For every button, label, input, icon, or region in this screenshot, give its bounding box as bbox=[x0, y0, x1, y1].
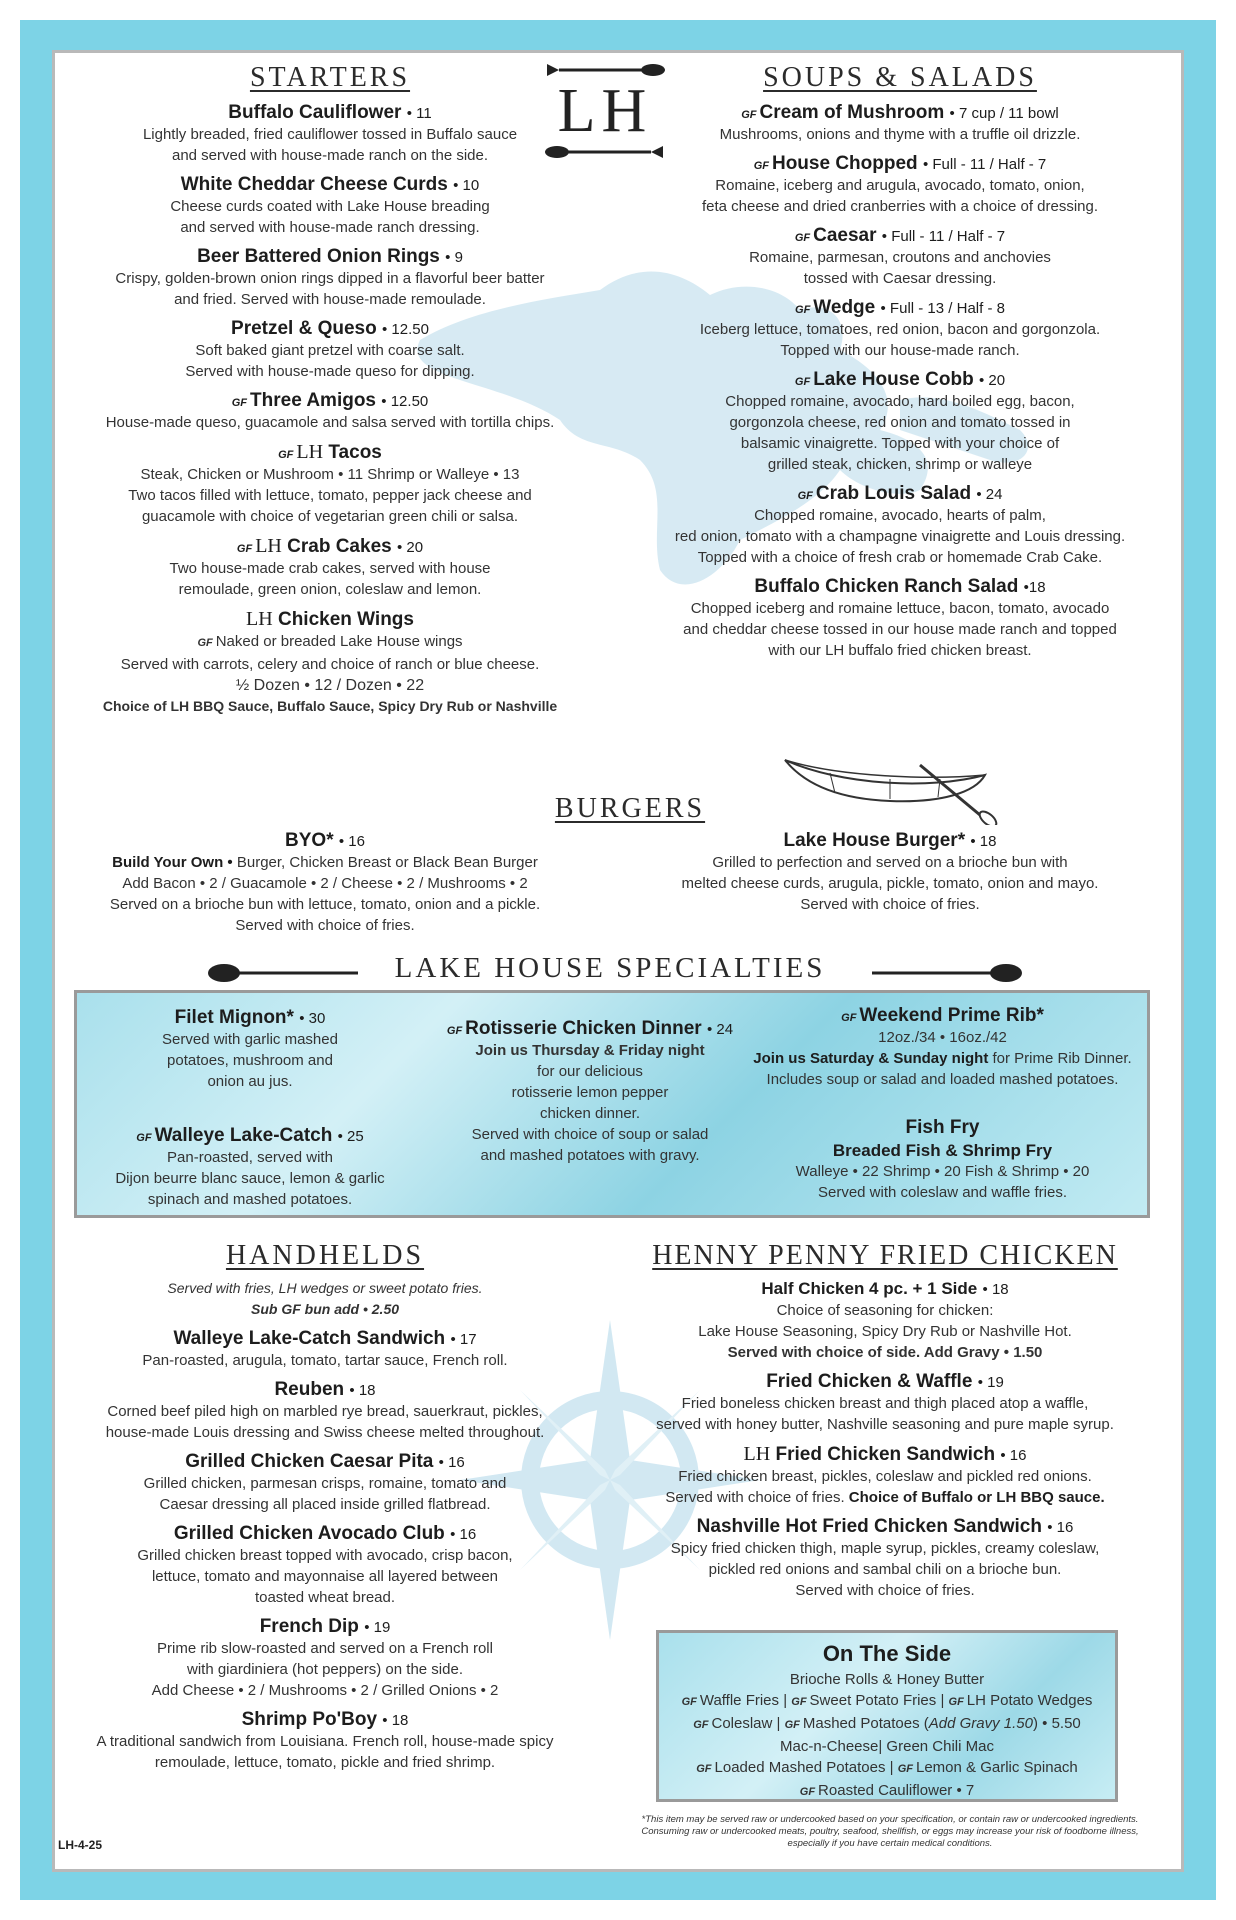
item-description: Romaine, parmesan, croutons and anchovies bbox=[749, 249, 1051, 266]
logo-text: LH bbox=[557, 77, 653, 145]
item-price: • 12.50 bbox=[382, 321, 429, 338]
item-description: Served with house-made queso for dipping. bbox=[185, 363, 475, 380]
item-description: Grilled chicken, parmesan crisps, romaine, tomato and bbox=[143, 1475, 507, 1492]
item-name: House Chopped bbox=[771, 153, 918, 174]
item-description: Grilled chicken breast topped with avocado, crisp bacon, bbox=[137, 1547, 513, 1564]
item-price: • 9 bbox=[445, 249, 463, 266]
item-name: Half Chicken 4 pc. + 1 Side bbox=[761, 1279, 978, 1298]
item-description: grilled steak, chicken, shrimp or walleye bbox=[767, 456, 1033, 473]
item-name: White Cheddar Cheese Curds bbox=[180, 174, 448, 195]
item-name: Tacos bbox=[328, 442, 382, 463]
henny-heading: HENNY PENNY FRIED CHICKEN bbox=[652, 1240, 1118, 1271]
specialties-heading: LAKE HOUSE SPECIALTIES bbox=[394, 952, 826, 984]
menu-item bbox=[640, 483, 1160, 568]
item-description: Two house-made crab cakes, served with house bbox=[169, 560, 491, 577]
item-description: house-made Louis dressing and Swiss cheese melted throughout. bbox=[105, 1424, 545, 1441]
soups-list bbox=[640, 102, 1160, 661]
menu-item bbox=[640, 369, 1160, 475]
item-description: A traditional sandwich from Louisiana. French roll, house-made spicy bbox=[96, 1733, 554, 1750]
item-name: Fried Chicken & Waffle bbox=[766, 1371, 973, 1392]
item-description: Topped with our house-made ranch. bbox=[780, 342, 1020, 359]
half-chicken-item: Half Chicken 4 pc. + 1 Side • 18 Choice of seasoning for chicken: Lake House Seasoning, Spicy Dry Rub or Nashville Hot. Served with choice of side. Add Gravy • 1.50 bbox=[698, 1279, 1072, 1361]
item-price: • Full - 13 / Half - 8 bbox=[880, 300, 1005, 317]
on-the-side-box: On The Side Brioche Rolls & Honey Butter GF Waffle Fries | GF Sweet Potato Fries | GF LH Potato Wedges GF Coleslaw | GF Mashed Potatoes (Add Gravy 1.50) • 5.50 Mac-n-Cheese| Green Chili Mac GF Loaded Mashed Potatoes | GF Lemon & Garlic Spinach GF Roasted Cauliflower • 7 bbox=[656, 1630, 1118, 1802]
paddle-right-icon bbox=[872, 960, 1022, 986]
item-description: Topped with a choice of fresh crab or homemade Crab Cake. bbox=[697, 549, 1103, 566]
soups-salads-section bbox=[640, 62, 1160, 661]
chicken-waffle-item: Fried Chicken & Waffle • 19 Fried boneless chicken breast and thigh placed atop a waffle, served with honey butter, Nashville seasoning and pure maple syrup. bbox=[656, 1371, 1114, 1433]
item-name: Pretzel & Queso bbox=[231, 318, 377, 339]
gf-label: GF bbox=[231, 397, 248, 409]
item-name: French Dip bbox=[259, 1616, 359, 1637]
item-price: • 20 bbox=[978, 372, 1006, 389]
item-description: balsamic vinaigrette. Topped with your choice of bbox=[740, 435, 1060, 452]
menu-item bbox=[70, 1379, 580, 1443]
item-description: and cheddar cheese tossed in our house made ranch and topped bbox=[683, 621, 1117, 638]
walleye-lake-catch-item: GF Walleye Lake-Catch • 25 Pan-roasted, served with Dijon beurre blanc sauce, lemon & garlic spinach and mashed potatoes. bbox=[115, 1125, 385, 1208]
item-description: Caesar dressing all placed inside grilled flatbread. bbox=[159, 1496, 491, 1513]
starters-section bbox=[70, 62, 590, 717]
burgers-section bbox=[70, 793, 1170, 825]
item-name: Filet Mignon* bbox=[174, 1007, 294, 1028]
item-name: Nashville Hot Fried Chicken Sandwich bbox=[696, 1516, 1042, 1537]
item-description: Crispy, golden-brown onion rings dipped in a flavorful beer batter bbox=[115, 270, 545, 287]
item-name: Shrimp Po'Boy bbox=[241, 1709, 378, 1730]
item-description: toasted wheat bread. bbox=[254, 1589, 396, 1606]
gf-label: GF bbox=[794, 376, 811, 388]
nashville-sandwich-item: Nashville Hot Fried Chicken Sandwich • 16 Spicy fried chicken thigh, maple syrup, pickles, creamy coleslaw, pickled red onions and sambal chili on a brioche bun. Served with choice of fries. bbox=[670, 1516, 1100, 1599]
menu-item bbox=[70, 1709, 580, 1773]
item-name: Grilled Chicken Avocado Club bbox=[173, 1523, 445, 1544]
item-description: Chopped iceberg and romaine lettuce, bacon, tomato, avocado bbox=[690, 600, 1110, 617]
item-price: • 19 bbox=[364, 1619, 391, 1636]
gf-label: GF bbox=[278, 449, 294, 461]
weekend-prime-rib-item: GF Weekend Prime Rib* 12oz./34 • 16oz./42 Join us Saturday & Sunday night for Prime Rib Dinner. Includes soup or salad and loaded mashed potatoes. bbox=[753, 1005, 1132, 1088]
item-name: Buffalo Cauliflower bbox=[228, 102, 402, 123]
item-name: Lake House Burger* bbox=[783, 830, 966, 851]
item-description: House-made queso, guacamole and salsa served with tortilla chips. bbox=[105, 414, 555, 431]
item-description: Two tacos filled with lettuce, tomato, pepper jack cheese and bbox=[128, 487, 532, 504]
menu-item bbox=[70, 246, 590, 310]
fish-fry-item: Fish Fry Breaded Fish & Shrimp Fry Walleye • 22 Shrimp • 20 Fish & Shrimp • 20 Served with coleslaw and waffle fries. bbox=[795, 1117, 1090, 1201]
lh-label: LH bbox=[255, 535, 282, 557]
item-description: guacamole with choice of vegetarian green chili or salsa. bbox=[141, 508, 519, 525]
item-name: Walleye Lake-Catch bbox=[154, 1125, 333, 1146]
item-description: lettuce, tomato and mayonnaise all layered between bbox=[151, 1568, 499, 1585]
item-description: Corned beef piled high on marbled rye bread, sauerkraut, pickles, bbox=[107, 1403, 543, 1420]
item-description: Chopped romaine, avocado, hard boiled egg, bacon, bbox=[725, 393, 1075, 410]
menu-item bbox=[70, 390, 590, 433]
gf-label: GF bbox=[795, 304, 811, 316]
item-price: • Full - 11 / Half - 7 bbox=[922, 156, 1047, 173]
handhelds-section: HANDHELDS Served with fries, LH wedges or sweet potato fries. Sub GF bun add • 2.50 Walleye Lake-Catch Sandwich • 17 Pan-roasted, arugula, tomato, tartar sauce, French roll. Reuben • 18 Corned beef piled high on marbled rye bread, sauerkraut, pickles, house-made Louis dressing and Swiss cheese melted throughout. Grilled Chicken Caesar Pita • 16 Grilled chicken, parmesan crisps, romaine, tomato and Caesar dressing all placed inside grilled flatbread. Grilled Chicken Avocado Club • 16 Grilled chicken breast topped with avocado, crisp bacon, lettuce, tomato and mayonnaise all layered between toasted wheat bread. French Dip • 19 Prime rib slow-roasted and served on a French roll with giardiniera (hot peppers) on the side. Add Cheese • 2 / Mushrooms • 2 / Grilled Onions • 2 Shrimp Po'Boy • 18 A traditional sandwich from Louisiana. French roll, house-made spicy remoulade, lettuce, tomato, pickle and fried shrimp. bbox=[70, 1240, 580, 1773]
item-description: Mushrooms, onions and thyme with a truffle oil drizzle. bbox=[719, 126, 1081, 143]
filet-mignon-item: Filet Mignon* • 30 Served with garlic mashed potatoes, mushroom and onion au jus. bbox=[162, 1007, 338, 1090]
menu-version-code: LH-4-25 bbox=[58, 1838, 103, 1852]
item-description: and served with house-made ranch on the side. bbox=[171, 147, 489, 164]
menu-item bbox=[70, 1616, 580, 1701]
item-name: Weekend Prime Rib* bbox=[859, 1005, 1044, 1026]
soups-heading: SOUPS & SALADS bbox=[763, 62, 1037, 93]
item-price: • 7 cup / 11 bowl bbox=[949, 105, 1059, 122]
menu-item bbox=[70, 102, 590, 166]
item-name: Fried Chicken Sandwich bbox=[775, 1444, 996, 1465]
henny-penny-section bbox=[620, 1240, 1150, 1601]
item-price: • 20 bbox=[396, 539, 424, 556]
gf-label: GF bbox=[236, 543, 253, 555]
gf-label: GF bbox=[794, 232, 811, 244]
item-name: Cream of Mushroom bbox=[759, 102, 945, 123]
item-name: Three Amigos bbox=[250, 390, 377, 411]
byo-item: BYO* • 16 Build Your Own • Burger, Chicken Breast or Black Bean Burger Add Bacon • 2 / Guacamole • 2 / Cheese • 2 / Mushrooms • 2 Served on a brioche bun with lettuce, tomato, onion and a pickle. Served with choice of fries. bbox=[109, 830, 541, 934]
item-description: Romaine, iceberg and arugula, avocado, tomato, onion, bbox=[715, 177, 1085, 194]
item-description: feta cheese and dried cranberries with a choice of dressing. bbox=[701, 198, 1099, 215]
item-description: Soft baked giant pretzel with coarse salt. bbox=[195, 342, 465, 359]
menu-item bbox=[70, 441, 590, 527]
raw-food-disclaimer: *This item may be served raw or undercooked based on your specification, or contain raw or undercooked ingredients. Consuming raw or undercooked meats, poultry, seafood, shellfish, or eggs may increase your risk of foodborne illness, especially if you have certain medical conditions. bbox=[641, 1814, 1139, 1849]
item-name: Chicken Wings bbox=[277, 609, 414, 630]
item-description: Chopped romaine, avocado, hearts of palm, bbox=[754, 507, 1046, 524]
item-name: Wedge bbox=[813, 297, 876, 318]
item-price: • 12.50 bbox=[381, 393, 429, 410]
menu-item bbox=[70, 1523, 580, 1608]
item-name: Caesar bbox=[813, 225, 877, 246]
item-description: gorgonzola cheese, red onion and tomato tossed in bbox=[729, 414, 1071, 431]
item-description: Pan-roasted, arugula, tomato, tartar sauce, French roll. bbox=[142, 1352, 508, 1369]
paddle-left-icon bbox=[208, 960, 358, 986]
menu-item bbox=[70, 174, 590, 238]
item-description: with our LH buffalo fried chicken breast. bbox=[768, 642, 1032, 659]
item-name: Reuben bbox=[274, 1379, 345, 1400]
item-description: Iceberg lettuce, tomatoes, red onion, bacon and gorgonzola. bbox=[699, 321, 1101, 338]
item-description: red onion, tomato with a champagne vinaigrette and Louis dressing. bbox=[674, 528, 1126, 545]
lake-house-burger-item: Lake House Burger* • 18 Grilled to perfection and served on a brioche bun with melted cheese curds, arugula, pickle, tomato, onion and mayo. Served with choice of fries. bbox=[681, 830, 1099, 913]
item-name: Walleye Lake-Catch Sandwich bbox=[173, 1328, 446, 1349]
item-price: • 10 bbox=[453, 177, 480, 194]
item-name: Crab Louis Salad bbox=[815, 483, 972, 504]
item-price: • 18 bbox=[349, 1382, 376, 1399]
fried-chicken-sandwich-item: LH Fried Chicken Sandwich • 16 Fried chicken breast, pickles, coleslaw and pickled red onions. Served with choice of fries. Choice of Buffalo or LH BBQ sauce. bbox=[665, 1443, 1105, 1506]
burgers-heading: BURGERS bbox=[554, 793, 706, 824]
gf-label: GF bbox=[797, 490, 813, 502]
item-description: with giardiniera (hot peppers) on the side. bbox=[187, 1661, 463, 1678]
menu-item bbox=[640, 225, 1160, 289]
item-description: Add Cheese • 2 / Mushrooms • 2 / Grilled Onions • 2 bbox=[151, 1682, 499, 1699]
item-price: • 17 bbox=[450, 1331, 477, 1348]
item-description: tossed with Caesar dressing. bbox=[803, 270, 997, 287]
starters-list bbox=[70, 102, 590, 600]
menu-item bbox=[70, 318, 590, 382]
item-name: Rotisserie Chicken Dinner bbox=[465, 1018, 702, 1039]
menu-item bbox=[70, 1451, 580, 1515]
menu-item bbox=[640, 153, 1160, 217]
chicken-wings-item: LH Chicken Wings GF Naked or breaded Lake House wings Served with carrots, celery and choice of ranch or blue cheese. ½ Dozen • 12 / Dozen • 22 Choice of LH BBQ Sauce, Buffalo Sauce, Spicy Dry Rub or Nashville bbox=[102, 608, 558, 714]
item-price: • 16 bbox=[438, 1454, 465, 1471]
rotisserie-chicken-item: GF Rotisserie Chicken Dinner • 24 Join us Thursday & Friday night for our delicious rotisserie lemon pepper chicken dinner. Served with choice of soup or salad and mashed potatoes with gravy. bbox=[446, 1018, 734, 1164]
item-price: • 16 bbox=[450, 1526, 477, 1543]
item-name: Beer Battered Onion Rings bbox=[197, 246, 440, 267]
item-price: • Full - 11 / Half - 7 bbox=[881, 228, 1006, 245]
side-heading: On The Side bbox=[822, 1641, 952, 1666]
menu-item bbox=[640, 102, 1160, 145]
lh-label: LH bbox=[296, 441, 324, 463]
item-description: Steak, Chicken or Mushroom • 11 Shrimp or Walleye • 13 bbox=[140, 466, 520, 483]
item-name: Crab Cakes bbox=[287, 536, 392, 557]
item-name: Lake House Cobb bbox=[813, 369, 974, 390]
menu-item bbox=[640, 297, 1160, 361]
handhelds-heading: HANDHELDS bbox=[225, 1240, 425, 1271]
item-price: • 24 bbox=[976, 486, 1003, 503]
item-description: remoulade, green onion, coleslaw and lemon. bbox=[178, 581, 482, 598]
menu-item bbox=[70, 1328, 580, 1371]
item-description: Cheese curds coated with Lake House breading bbox=[170, 198, 490, 215]
item-description: and served with house-made ranch dressing. bbox=[180, 219, 480, 236]
handhelds-list bbox=[70, 1328, 580, 1773]
item-name: BYO* bbox=[285, 830, 334, 851]
item-price: • 11 bbox=[406, 105, 432, 122]
item-name: Grilled Chicken Caesar Pita bbox=[185, 1451, 434, 1472]
item-name: Buffalo Chicken Ranch Salad bbox=[754, 576, 1019, 597]
item-price: •18 bbox=[1023, 579, 1046, 596]
menu-item bbox=[640, 576, 1160, 661]
item-description: Lightly breaded, fried cauliflower tossed in Buffalo sauce bbox=[142, 126, 518, 143]
item-description: Prime rib slow-roasted and served on a French roll bbox=[157, 1640, 493, 1657]
gf-label: GF bbox=[753, 160, 769, 172]
item-description: remoulade, lettuce, tomato, pickle and fried shrimp. bbox=[154, 1754, 496, 1771]
item-price: • 18 bbox=[382, 1712, 409, 1729]
gf-label: GF bbox=[741, 109, 757, 121]
menu-item bbox=[70, 535, 590, 600]
starters-heading: STARTERS bbox=[249, 62, 411, 93]
item-description: and fried. Served with house-made remoulade. bbox=[174, 291, 486, 308]
specialties-heading-wrap bbox=[360, 952, 860, 985]
